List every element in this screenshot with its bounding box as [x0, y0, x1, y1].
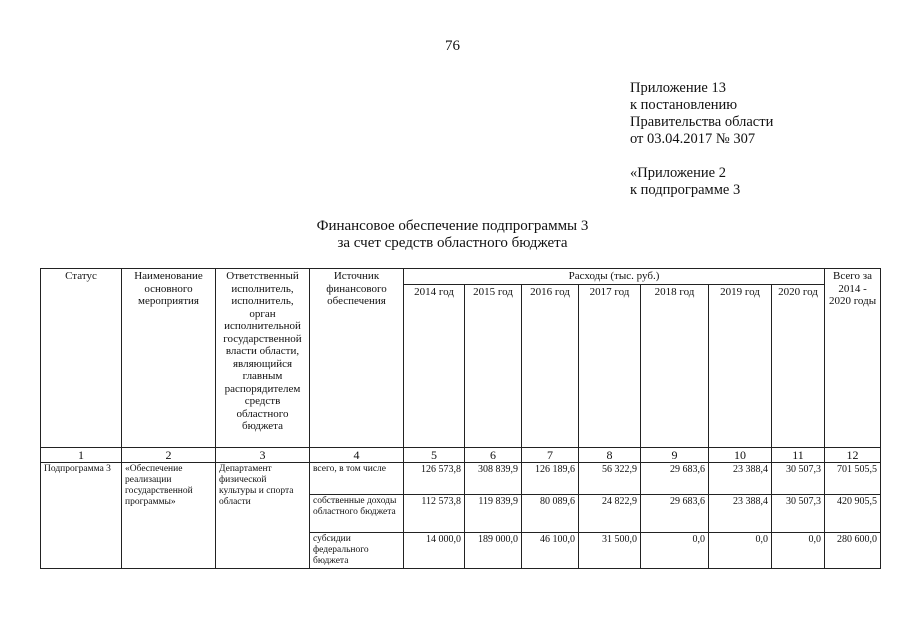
header-year: 2014 год — [404, 284, 465, 448]
column-number: 9 — [641, 448, 709, 463]
column-number: 1 — [41, 448, 122, 463]
activity-cell: «Обеспечение реализации государственной программы» — [122, 463, 216, 569]
value-cell: 24 822,9 — [579, 495, 641, 533]
header-year: 2015 год — [465, 284, 522, 448]
column-number: 11 — [772, 448, 825, 463]
header-total: Всего за 2014 - 2020 годы — [825, 269, 881, 448]
header-expenses: Расходы (тыс. руб.) — [404, 269, 825, 285]
header-executor: Ответственный исполнитель, исполнитель, орган исполнительной государственной власти области, являющийся главным распорядителем средств областного бюджета — [216, 269, 310, 448]
value-cell: 31 500,0 — [579, 533, 641, 569]
source-cell: субсидии федерального бюджета — [310, 533, 404, 569]
value-cell: 112 573,8 — [404, 495, 465, 533]
header-year: 2020 год — [772, 284, 825, 448]
column-number: 7 — [522, 448, 579, 463]
total-cell: 280 600,0 — [825, 533, 881, 569]
source-cell: всего, в том числе — [310, 463, 404, 495]
value-cell: 29 683,6 — [641, 463, 709, 495]
title-line: за счет средств областного бюджета — [337, 235, 568, 251]
value-cell: 189 000,0 — [465, 533, 522, 569]
column-number-row — [41, 448, 881, 463]
source-cell: собственные доходы областного бюджета — [310, 495, 404, 533]
document-title — [0, 218, 905, 252]
value-cell: 46 100,0 — [522, 533, 579, 569]
value-cell: 23 388,4 — [709, 495, 772, 533]
header-year: 2018 год — [641, 284, 709, 448]
value-cell: 0,0 — [641, 533, 709, 569]
header-year: 2017 год — [579, 284, 641, 448]
value-cell: 80 089,6 — [522, 495, 579, 533]
value-cell: 30 507,3 — [772, 495, 825, 533]
value-cell: 14 000,0 — [404, 533, 465, 569]
column-number: 10 — [709, 448, 772, 463]
value-cell: 308 839,9 — [465, 463, 522, 495]
header-source: Источник финансового обеспечения — [310, 269, 404, 448]
appendix-line: «Приложение 2 — [630, 165, 726, 181]
header-status: Статус — [41, 269, 122, 448]
value-cell: 119 839,9 — [465, 495, 522, 533]
value-cell: 0,0 — [772, 533, 825, 569]
value-cell: 56 322,9 — [579, 463, 641, 495]
total-cell: 420 905,5 — [825, 495, 881, 533]
column-number: 2 — [122, 448, 216, 463]
page-number: 76 — [445, 38, 460, 54]
value-cell: 30 507,3 — [772, 463, 825, 495]
value-cell: 126 573,8 — [404, 463, 465, 495]
table-row — [41, 463, 881, 495]
appendix-line: к постановлению — [630, 97, 738, 113]
value-cell: 126 189,6 — [522, 463, 579, 495]
status-cell: Подпрограмма 3 — [41, 463, 122, 569]
column-number: 8 — [579, 448, 641, 463]
value-cell: 23 388,4 — [709, 463, 772, 495]
column-number: 4 — [310, 448, 404, 463]
header-year: 2019 год — [709, 284, 772, 448]
value-cell: 29 683,6 — [641, 495, 709, 533]
appendix-line: Приложение 13 — [630, 80, 726, 96]
column-number: 3 — [216, 448, 310, 463]
column-number: 12 — [825, 448, 881, 463]
total-cell: 701 505,5 — [825, 463, 881, 495]
column-number: 6 — [465, 448, 522, 463]
title-line: Финансовое обеспечение подпрограммы 3 — [316, 218, 589, 234]
column-number: 5 — [404, 448, 465, 463]
appendix-line: от 03.04.2017 № 307 — [630, 131, 756, 147]
appendix-note — [630, 80, 773, 199]
financing-table — [40, 268, 881, 569]
header-activity: Наименование основного мероприятия — [122, 269, 216, 448]
appendix-line: к подпрограмме 3 — [630, 182, 741, 198]
value-cell: 0,0 — [709, 533, 772, 569]
header-year: 2016 год — [522, 284, 579, 448]
appendix-line: Правительства области — [630, 114, 774, 130]
executor-cell: Департамент физической культуры и спорта области — [216, 463, 310, 569]
